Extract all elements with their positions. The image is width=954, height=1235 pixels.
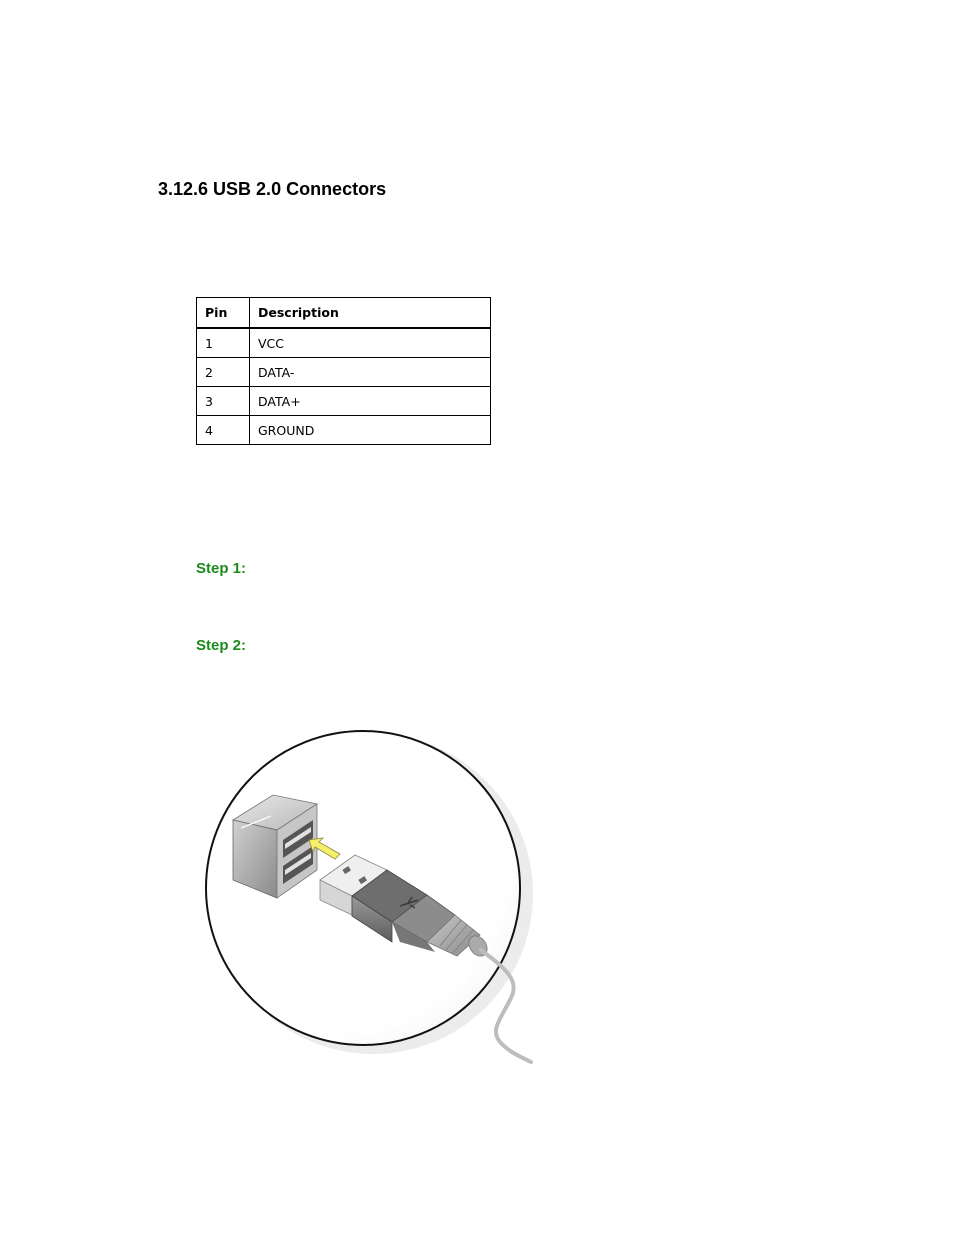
cell-description: DATA- xyxy=(250,358,491,387)
table-header-row xyxy=(197,298,491,329)
table-row xyxy=(197,387,491,416)
table-row xyxy=(197,328,491,358)
cell-description: GROUND xyxy=(250,416,491,445)
step-1-label: Step 1: xyxy=(196,560,247,577)
pin-table xyxy=(196,297,491,445)
cell-pin: 3 xyxy=(197,387,250,416)
cell-pin: 2 xyxy=(197,358,250,387)
header-pin: Pin xyxy=(197,298,250,329)
cell-description: DATA+ xyxy=(250,387,491,416)
cell-pin: 4 xyxy=(197,416,250,445)
cell-description: VCC xyxy=(250,328,491,358)
cell-pin: 1 xyxy=(197,328,250,358)
section-title: 3.12.6 USB 2.0 Connectors xyxy=(158,179,387,199)
table-row xyxy=(197,358,491,387)
header-description: Description xyxy=(250,298,491,329)
table-row xyxy=(197,416,491,445)
usb-connection-illustration xyxy=(195,720,545,1070)
step-2-label: Step 2: xyxy=(196,637,247,654)
